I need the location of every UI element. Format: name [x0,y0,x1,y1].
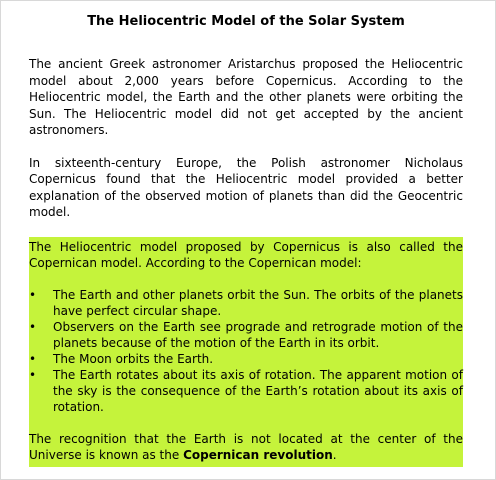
copernican-revolution-term: Copernican revolution [183,447,333,462]
bullet-icon: • [29,319,37,334]
bullet-icon: • [29,367,37,382]
bullet-icon: • [29,287,37,302]
closing-paragraph [29,431,463,463]
bullet-icon: • [29,351,37,366]
highlight-box [29,237,463,467]
paragraph-aristarchus: The ancient Greek astronomer Aristarchus proposed the Heliocentric model about 2,000 years before Copernicus. According to the Heliocentric model, the Earth and the other planets were orbiting the Sun. The Heliocentric model did not get accepted by the ancient astronomers. [29,57,463,137]
list-item [29,367,463,415]
closing-period: . [332,447,337,462]
list-item [29,287,463,319]
list-item [29,319,463,351]
list-item-text: The Earth and other planets orbit the Sun. The orbits of the planets have perfect circular shape. [53,287,463,318]
document [29,14,463,467]
list-item-text: The Moon orbits the Earth. [53,351,214,366]
copernican-model-list [29,287,463,415]
list-item [29,351,463,367]
paragraph-copernicus: In sixteenth-century Europe, the Polish astronomer Nicholaus Copernicus found that the Heliocentric model provided a better explanation of the observed motion of planets than did the Geocentric model. [29,155,463,219]
closing-text: The recognition that the Earth is not located at the center of the Universe is known as the [29,431,463,462]
list-item-text: The Earth rotates about its axis of rotation. The apparent motion of the sky is the consequence of the Earth’s rotation about its axis of rotation. [53,367,463,414]
list-item-text: Observers on the Earth see prograde and retrograde motion of the planets because of the motion of the Earth in its orbit. [53,319,463,350]
document-title: The Heliocentric Model of the Solar System [87,14,405,29]
highlight-intro: The Heliocentric model proposed by Copernicus is also called the Copernican model. According to the Copernican model: [29,239,463,270]
